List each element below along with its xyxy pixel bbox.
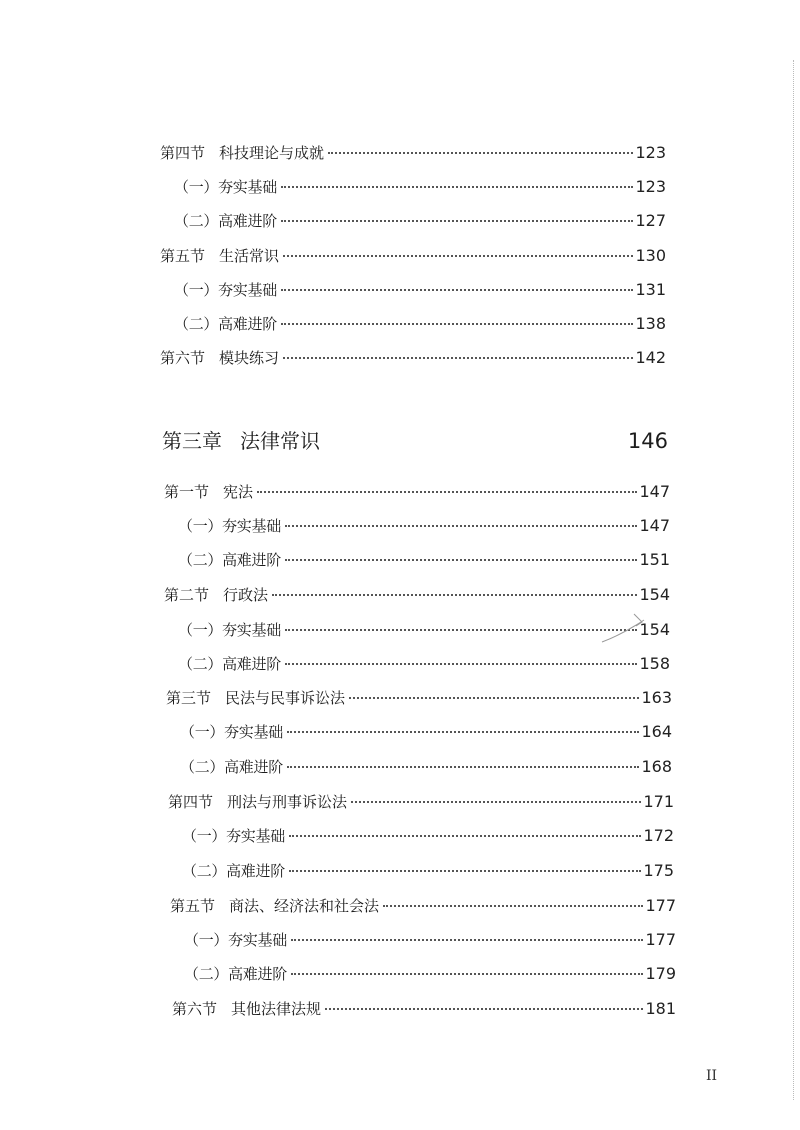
- page-ref: 177: [645, 896, 676, 915]
- section-number: 第六节: [172, 1000, 218, 1018]
- subsection-title: （二）高难进阶: [174, 315, 277, 333]
- toc-entry-section[interactable]: [164, 482, 670, 502]
- scan-edge: [792, 60, 794, 1100]
- page-ref: 158: [639, 654, 670, 673]
- toc-entry-section[interactable]: [168, 792, 674, 812]
- section-title: 其他法律法规: [231, 1000, 322, 1018]
- page-ref: 147: [639, 516, 670, 535]
- dot-leader: [285, 662, 638, 665]
- subsection-title: （二）高难进阶: [182, 862, 285, 880]
- pen-mark: [600, 606, 650, 646]
- toc-entry-subsection[interactable]: [178, 654, 670, 674]
- toc-entry-section[interactable]: [164, 585, 670, 605]
- toc-entry-section[interactable]: [160, 348, 666, 368]
- section-title: 科技理论与成就: [219, 144, 325, 162]
- dot-leader: [285, 628, 638, 631]
- page-ref: 163: [641, 688, 672, 707]
- page-ref: 179: [645, 964, 676, 983]
- dot-leader: [349, 696, 639, 699]
- page-ref: 147: [639, 482, 670, 501]
- page-ref: 131: [635, 280, 666, 299]
- subsection-title: （一）夯实基础: [180, 723, 283, 741]
- section-number: 第一节: [164, 483, 210, 501]
- page-ref: 164: [641, 722, 672, 741]
- toc-entry-subsection[interactable]: [184, 930, 676, 950]
- page-ref: 154: [639, 620, 670, 639]
- toc-entry-subsection[interactable]: [180, 757, 672, 777]
- section-title: 民法与民事诉讼法: [225, 689, 346, 707]
- chapter-page-ref: 146: [627, 429, 668, 453]
- page-ref: 142: [635, 348, 666, 367]
- page-ref: 172: [643, 826, 674, 845]
- dot-leader: [383, 904, 643, 907]
- section-number: 第三节: [166, 689, 212, 707]
- section-title: 行政法: [223, 586, 269, 604]
- dot-leader: [281, 219, 634, 222]
- dot-leader: [291, 938, 644, 941]
- toc-entry-subsection[interactable]: [174, 280, 666, 300]
- toc-entry-section[interactable]: [166, 688, 672, 708]
- dot-leader: [283, 356, 633, 359]
- dot-leader: [287, 730, 640, 733]
- toc-entry-subsection[interactable]: [174, 314, 666, 334]
- dot-leader: [272, 593, 637, 596]
- subsection-title: （一）夯实基础: [182, 827, 285, 845]
- section-number: 第四节: [160, 144, 206, 162]
- page-ref: 130: [635, 246, 666, 265]
- page-ref: 177: [645, 930, 676, 949]
- toc-entry-subsection[interactable]: [182, 861, 674, 881]
- toc-entry-section[interactable]: [160, 246, 666, 266]
- section-number: 第六节: [160, 349, 206, 367]
- subsection-title: （一）夯实基础: [174, 281, 277, 299]
- section-title: 宪法: [223, 483, 254, 501]
- toc-entry-subsection[interactable]: [174, 177, 666, 197]
- dot-leader: [328, 151, 633, 154]
- toc-entry-section[interactable]: [160, 143, 666, 163]
- page-ref: 123: [635, 143, 666, 162]
- toc-entry-section[interactable]: [172, 999, 676, 1019]
- toc-entry-subsection[interactable]: [178, 550, 670, 570]
- page-ref: 138: [635, 314, 666, 333]
- subsection-title: （一）夯实基础: [178, 517, 281, 535]
- toc-entry-section[interactable]: [170, 896, 676, 916]
- dot-leader: [287, 765, 640, 768]
- section-number: 第四节: [168, 793, 214, 811]
- page-ref: 123: [635, 177, 666, 196]
- page-ref: 175: [643, 861, 674, 880]
- section-title: 商法、经济法和社会法: [229, 897, 380, 915]
- subsection-title: （二）高难进阶: [178, 551, 281, 569]
- toc-entry-subsection[interactable]: [180, 722, 672, 742]
- page-number: II: [706, 1068, 718, 1084]
- chapter-name: 法律常识: [240, 429, 320, 453]
- subsection-title: （一）夯实基础: [178, 621, 281, 639]
- dot-leader: [351, 800, 641, 803]
- page-ref: 168: [641, 757, 672, 776]
- page-ref: 181: [645, 999, 676, 1018]
- subsection-title: （一）夯实基础: [184, 931, 287, 949]
- section-title: 生活常识: [219, 247, 280, 265]
- section-number: 第五节: [160, 247, 206, 265]
- chapter-title: [162, 428, 320, 454]
- chapter-heading[interactable]: [162, 428, 668, 454]
- toc-entry-subsection[interactable]: [178, 516, 670, 536]
- dot-leader: [281, 322, 634, 325]
- dot-leader: [291, 972, 644, 975]
- toc-entry-subsection[interactable]: [174, 211, 666, 231]
- dot-leader: [289, 834, 642, 837]
- toc-entry-subsection[interactable]: [184, 964, 676, 984]
- page-ref: 171: [643, 792, 674, 811]
- chapter-number: 第三章: [162, 429, 222, 453]
- dot-leader: [283, 254, 633, 257]
- dot-leader: [257, 490, 637, 493]
- subsection-title: （二）高难进阶: [180, 758, 283, 776]
- toc-entry-subsection[interactable]: [178, 620, 670, 640]
- dot-leader: [281, 288, 634, 291]
- toc-entry-subsection[interactable]: [182, 826, 674, 846]
- subsection-title: （一）夯实基础: [174, 178, 277, 196]
- page-ref: 127: [635, 211, 666, 230]
- subsection-title: （二）高难进阶: [184, 965, 287, 983]
- section-number: 第五节: [170, 897, 216, 915]
- dot-leader: [325, 1007, 643, 1010]
- section-title: 刑法与刑事诉讼法: [227, 793, 348, 811]
- page-ref: 151: [639, 550, 670, 569]
- dot-leader: [281, 185, 634, 188]
- dot-leader: [285, 558, 638, 561]
- subsection-title: （二）高难进阶: [174, 212, 277, 230]
- section-title: 模块练习: [219, 349, 280, 367]
- section-number: 第二节: [164, 586, 210, 604]
- page-ref: 154: [639, 585, 670, 604]
- dot-leader: [289, 869, 642, 872]
- dot-leader: [285, 524, 638, 527]
- subsection-title: （二）高难进阶: [178, 655, 281, 673]
